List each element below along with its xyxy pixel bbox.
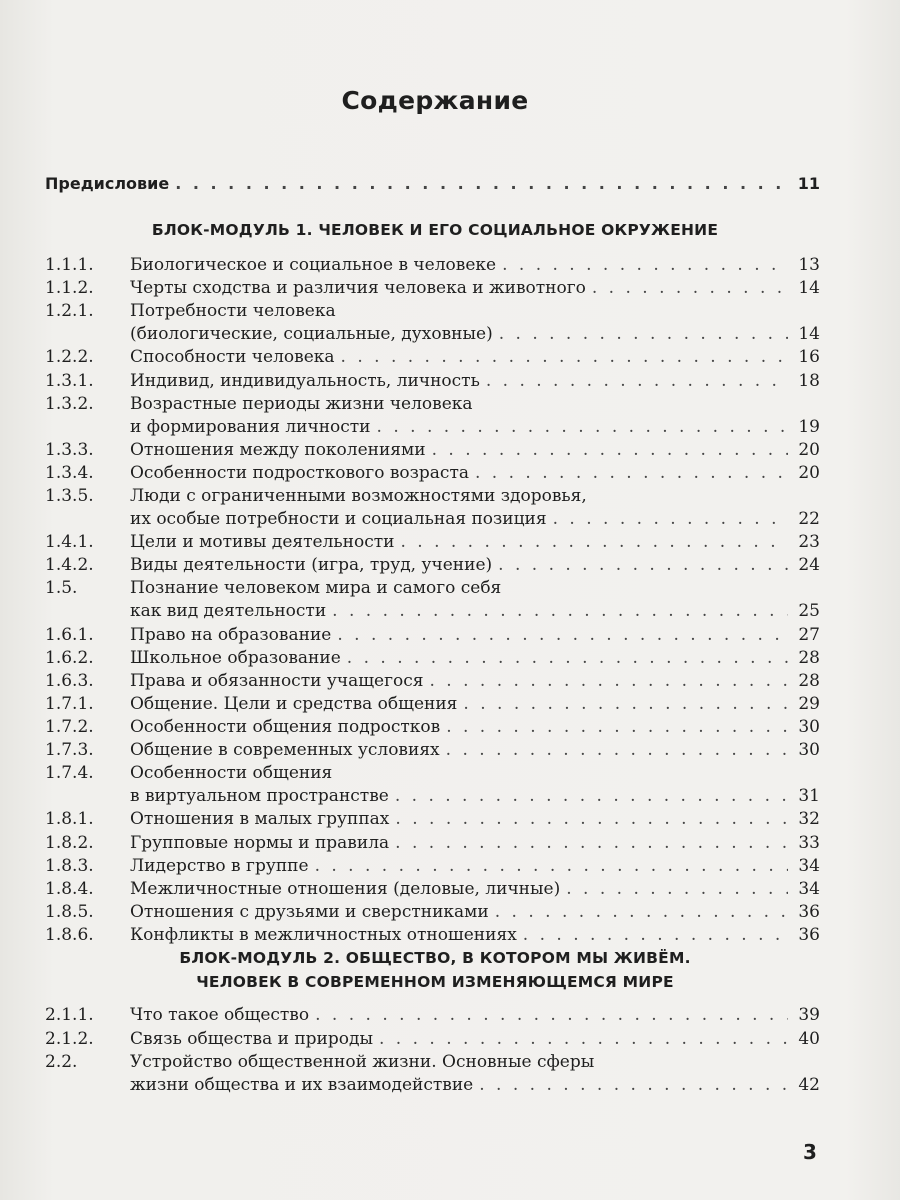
toc-entry-title: Особенности общения (130, 763, 333, 784)
toc-entry (45, 1051, 820, 1098)
toc-entry-page: 14 (798, 324, 820, 345)
toc-entry-page: 30 (798, 717, 820, 737)
toc-entry-page: 18 (798, 370, 820, 391)
toc-entry-page: 32 (798, 809, 820, 830)
toc-entry (45, 670, 820, 693)
toc-entry (45, 393, 820, 439)
toc-entry-title: Общение. Цели и средства общения (130, 693, 458, 714)
toc-entry (45, 832, 820, 855)
toc-entry-title: Права и обязанности учащегося (130, 670, 424, 691)
toc-entry-page: 22 (798, 509, 820, 529)
toc-entry-page: 28 (798, 647, 820, 668)
toc-entry-title: Общение в современных условиях (130, 740, 440, 761)
toc-entry-title: в виртуальном пространстве (130, 786, 389, 807)
toc-entry-number: 1.3.4. (45, 462, 94, 483)
toc-entry (45, 693, 820, 716)
toc-entry-title: жизни общества и их взаимодействие (130, 1075, 474, 1095)
toc-entry-title: Право на образование (130, 624, 332, 645)
toc-entry-title: Связь общества и природы (130, 1028, 373, 1049)
toc-entry-number: 1.7.3. (45, 740, 94, 761)
toc-entry-page: 20 (798, 462, 820, 483)
page-title: Содержание (341, 86, 529, 115)
toc-entry-number: 1.2.1. (45, 301, 94, 322)
toc-entry (45, 439, 820, 462)
toc-entry-page: 36 (798, 901, 820, 922)
toc-entry-title: как вид деятельности (130, 601, 327, 622)
toc-entry-page: 25 (798, 601, 820, 622)
dot-leader (446, 716, 788, 739)
preface-page: 11 (797, 174, 820, 193)
toc-entry-page: 39 (798, 1005, 820, 1025)
toc-entry-title: их особые потребности и социальная позиция (130, 509, 547, 529)
toc-entry-number: 1.2.2. (45, 347, 94, 368)
dot-leader (553, 508, 788, 531)
toc-entry-page: 36 (798, 924, 820, 945)
toc-entry-page: 13 (798, 255, 820, 275)
dot-leader (175, 172, 788, 195)
toc-entry-number: 1.3.3. (45, 439, 94, 460)
toc-entry-title: Лидерство в группе (130, 855, 309, 876)
toc-entry-title: Способности человека (130, 347, 335, 368)
toc-entry-number: 1.8.4. (45, 878, 94, 899)
dot-leader (379, 1028, 788, 1051)
dot-leader (592, 277, 788, 300)
toc-entry-number: 1.6.3. (45, 670, 94, 691)
toc-entry-title: Черты сходства и различия человека и животного (130, 278, 586, 299)
dot-leader (446, 739, 788, 762)
toc-entry (45, 924, 820, 947)
dot-leader (347, 647, 788, 670)
toc-entry-number: 1.4.1. (45, 532, 94, 553)
toc-entry-number: 1.6.2. (45, 647, 94, 668)
toc-entry-title: Особенности подросткового возраста (130, 462, 469, 483)
dot-leader (432, 439, 788, 462)
toc-entry-number: 1.3.1. (45, 370, 94, 391)
toc-entry-number: 2.2. (45, 1052, 78, 1072)
toc-entry-title: Возрастные периоды жизни человека (130, 393, 473, 414)
toc-entry (45, 1028, 820, 1052)
toc-entry (45, 346, 820, 369)
toc-entry-page: 33 (798, 832, 820, 853)
toc-entry (45, 485, 820, 531)
dot-leader (495, 901, 788, 924)
toc-entry-page: 34 (798, 855, 820, 876)
toc-entry-number: 1.6.1. (45, 624, 94, 645)
dot-leader (486, 370, 788, 393)
toc-entry (45, 554, 820, 577)
dot-leader (479, 1074, 788, 1097)
toc-entry (45, 762, 820, 808)
dot-leader (337, 624, 788, 647)
toc-entry-title: Виды деятельности (игра, труд, учение) (130, 555, 493, 576)
dot-leader (395, 785, 788, 808)
toc-entry (45, 901, 820, 924)
toc-entry (45, 370, 820, 393)
toc-entry-page: 42 (798, 1075, 820, 1095)
toc-entry-title: Конфликты в межличностных отношениях (130, 924, 517, 945)
dot-leader (475, 462, 788, 485)
dot-leader (523, 924, 788, 947)
toc-entry (45, 254, 820, 277)
toc-entry-title: Межличностные отношения (деловые, личные) (130, 878, 561, 899)
dot-leader (332, 600, 788, 623)
block-module-2-title (0, 946, 870, 994)
toc-entry-number: 1.8.1. (45, 809, 94, 830)
toc-entry (45, 647, 820, 670)
toc-entry-title: (биологические, социальные, духовные) (130, 324, 493, 345)
toc-entry (45, 577, 820, 623)
toc-entry-title: Потребности человека (130, 301, 336, 322)
toc-entry-title: Цели и мотивы деятельности (130, 532, 395, 553)
toc-entry (45, 462, 820, 485)
toc-entry-number: 1.8.5. (45, 901, 94, 922)
toc-entry-page: 24 (798, 555, 820, 576)
toc-entry-number: 1.1.2. (45, 278, 94, 299)
dot-leader (429, 670, 788, 693)
toc-entry-page: 29 (798, 693, 820, 714)
toc-entry-title: Отношения в малых группах (130, 809, 390, 830)
toc-entry-number: 1.7.4. (45, 763, 94, 784)
dot-leader (315, 855, 788, 878)
toc-entry (45, 808, 820, 831)
toc-entry-title: Познание человеком мира и самого себя (130, 578, 502, 599)
dot-leader (377, 416, 788, 439)
toc-entry (45, 624, 820, 647)
toc-entry-title: Индивид, индивидуальность, личность (130, 370, 480, 391)
dot-leader (395, 808, 788, 831)
toc-entry (45, 300, 820, 346)
toc-entry-number: 1.3.2. (45, 393, 94, 414)
toc-entry-page: 23 (798, 532, 820, 553)
preface-label: Предисловие (45, 174, 170, 193)
toc-entry-title: Отношения между поколениями (130, 439, 426, 460)
toc-entry-number: 1.8.2. (45, 832, 94, 853)
toc-entry-page: 19 (798, 416, 820, 437)
block-module-1-title: БЛОК-МОДУЛЬ 1. ЧЕЛОВЕК И ЕГО СОЦИАЛЬНОЕ ОКРУЖЕНИЕ (151, 221, 719, 239)
toc-entry-number: 1.3.5. (45, 486, 94, 506)
dot-leader (400, 531, 788, 554)
toc-entry-title: Люди с ограниченными возможностями здоровья, (130, 486, 587, 506)
dot-leader (502, 254, 788, 277)
toc-entry-page: 14 (798, 278, 820, 299)
page-number: 3 (803, 1140, 817, 1164)
toc-entry (45, 531, 820, 554)
toc-entry-number: 1.4.2. (45, 555, 94, 576)
toc-entry-title: Особенности общения подростков (130, 717, 441, 737)
toc-entry (45, 739, 820, 762)
toc-entry-title: Устройство общественной жизни. Основные сферы (130, 1052, 595, 1072)
toc-entry-page: 27 (798, 624, 820, 645)
toc-entry-number: 1.8.6. (45, 924, 94, 945)
toc-entry-title: Групповые нормы и правила (130, 832, 390, 853)
toc-entry-page: 28 (798, 670, 820, 691)
toc-entry (45, 855, 820, 878)
dot-leader (315, 1004, 788, 1027)
toc-entry-number: 1.5. (45, 578, 78, 599)
toc-entry-title: Биологическое и социальное в человеке (130, 255, 497, 275)
toc-entry-title: Что такое общество (130, 1005, 310, 1025)
block-module-2-title-line1: БЛОК-МОДУЛЬ 2. ОБЩЕСТВО, В КОТОРОМ МЫ ЖИВЁМ. (179, 949, 691, 967)
toc-entry-title: Школьное образование (130, 647, 341, 668)
dot-leader (499, 323, 788, 346)
toc-entry (45, 277, 820, 300)
toc-entry (45, 1004, 820, 1028)
toc-entry-number: 1.8.3. (45, 855, 94, 876)
dot-leader (395, 832, 788, 855)
toc-entry-number: 2.1.2. (45, 1028, 94, 1049)
toc-entry-number: 2.1.1. (45, 1005, 94, 1025)
dot-leader (463, 693, 788, 716)
toc-entry (45, 878, 820, 901)
toc-entry-number: 1.7.1. (45, 693, 94, 714)
toc-entry-page: 34 (798, 878, 820, 899)
toc-entry-page: 40 (798, 1028, 820, 1049)
dot-leader (498, 554, 788, 577)
toc-entry-page: 20 (798, 439, 820, 460)
toc-entry-title: Отношения с друзьями и сверстниками (130, 901, 489, 922)
toc-entry-page: 30 (798, 740, 820, 761)
toc-entry (45, 716, 820, 739)
toc-entry-number: 1.1.1. (45, 255, 94, 275)
toc-entry-title: и формирования личности (130, 416, 371, 437)
toc-entry-page: 16 (798, 347, 820, 368)
toc-entry-number: 1.7.2. (45, 717, 94, 737)
block-module-2-title-line2: ЧЕЛОВЕК В СОВРЕМЕННОМ ИЗМЕНЯЮЩЕМСЯ МИРЕ (196, 973, 674, 991)
dot-leader (566, 878, 788, 901)
dot-leader (341, 346, 788, 369)
toc-entry-page: 31 (798, 786, 820, 807)
